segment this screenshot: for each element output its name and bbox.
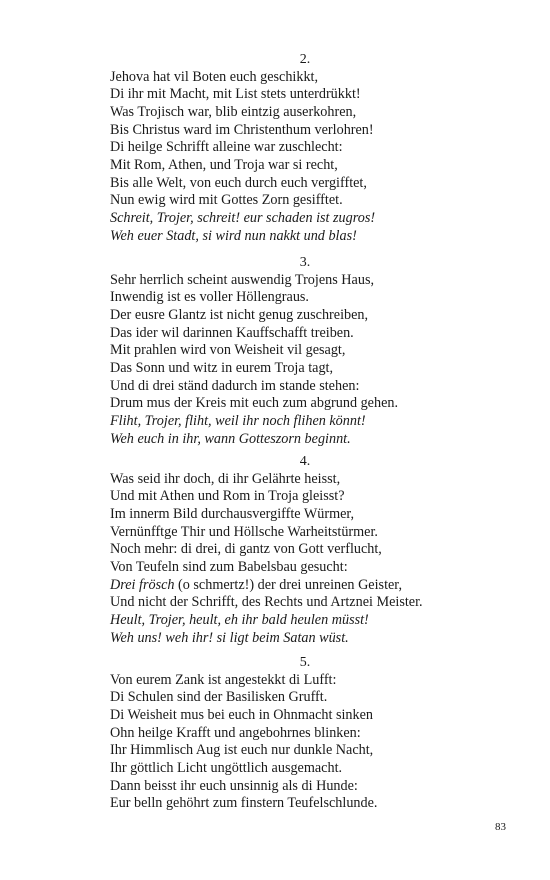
verse-line: Und nicht der Schrifft, des Rechts und Artznei Meister. xyxy=(110,594,423,611)
stanza-2 xyxy=(110,51,500,245)
verse-line: Di Schulen sind der Basilisken Grufft. xyxy=(110,689,328,706)
verse-line-rest: (o schmertz!) der drei unreinen Geister, xyxy=(174,576,403,593)
verse-line: Dann beisst ihr euch unsinnig als di Hunde: xyxy=(110,777,358,794)
verse-line: Das Sonn und witz in eurem Troja tagt, xyxy=(110,359,334,376)
verse-line: Bis Christus ward im Christenthum verlohren! xyxy=(110,121,374,138)
verse-line: Bis alle Welt, von euch durch euch vergifftet, xyxy=(110,174,367,191)
verse-line: Das ider wil darinnen Kauffschafft treiben. xyxy=(110,324,354,341)
verse-line: Im innerm Bild durchausvergiffte Würmer, xyxy=(110,505,355,522)
verse-line: Ohn heilge Krafft und angebohrnes blinken: xyxy=(110,724,361,741)
stanza-number: 2. xyxy=(299,52,311,67)
refrain-line: Weh euer Stadt, si wird nun nakkt und blas! xyxy=(110,227,357,244)
verse-line: Und mit Athen und Rom in Troja gleisst? xyxy=(110,488,345,505)
refrain-line: Schreit, Trojer, schreit! eur schaden ist zugros! xyxy=(110,210,376,226)
verse-line: Jehova hat vil Boten euch geschikkt, xyxy=(110,68,319,85)
verse-line: Ihr göttlich Licht ungöttlich ausgemacht. xyxy=(110,759,343,776)
verse-line: Eur belln gehöhrt zum finstern Teufelschlunde. xyxy=(110,795,378,812)
verse-line: Nun ewig wird mit Gottes Zorn gesifftet. xyxy=(110,192,343,209)
verse-line: Was seid ihr doch, di ihr Gelährte heisst, xyxy=(110,470,341,487)
verse-line: Ihr Himmlisch Aug ist euch nur dunkle Nacht, xyxy=(110,742,374,759)
stanza-number: 3. xyxy=(299,255,311,270)
verse-line: Noch mehr: di drei, di gantz von Gott verflucht, xyxy=(110,541,382,558)
verse-line: Di heilge Schrifft alleine war zuschlecht: xyxy=(110,139,343,156)
verse-line: Di ihr mit Macht, mit List stets unterdrükkt! xyxy=(110,86,361,103)
verse-line: Vernünfftge Thir und Höllsche Warheitstürmer. xyxy=(110,523,378,540)
verse-line xyxy=(110,577,500,595)
verse-line: Und di drei ständ dadurch im stande stehen: xyxy=(110,377,360,394)
page-number: 83 xyxy=(495,821,506,833)
stanza-3 xyxy=(110,254,500,448)
stanza-number: 4. xyxy=(299,454,311,469)
stanza-5 xyxy=(110,654,500,813)
verse-line: Drum mus der Kreis mit euch zum abgrund gehen. xyxy=(110,395,399,412)
refrain-line: Fliht, Trojer, fliht, weil ihr noch flihen könnt! xyxy=(110,413,366,429)
verse-line: Was Trojisch war, blib eintzig auserkohren, xyxy=(110,103,357,120)
verse-line: Mit Rom, Athen, und Troja war si recht, xyxy=(110,156,338,173)
italic-phrase: Drei frösch xyxy=(110,576,175,593)
refrain-line: Heult, Trojer, heult, eh ihr bald heulen müsst! xyxy=(110,612,369,628)
refrain-line: Weh euch in ihr, wann Gotteszorn beginnt. xyxy=(110,430,351,447)
verse-line: Mit prahlen wird von Weisheit vil gesagt, xyxy=(110,342,346,359)
refrain-line: Weh uns! weh ihr! si ligt beim Satan wüst. xyxy=(110,629,349,646)
verse-line: Di Weisheit mus bei euch in Ohnmacht sinken xyxy=(110,706,373,723)
verse-line: Von eurem Zank ist angestekkt di Lufft: xyxy=(110,671,337,688)
stanza-number: 5. xyxy=(299,655,311,670)
stanza-4 xyxy=(110,453,500,647)
verse-line: Inwendig ist es voller Höllengraus. xyxy=(110,289,309,306)
verse-line: Der eusre Glantz ist nicht genug zuschreiben, xyxy=(110,306,369,323)
verse-line: Sehr herrlich scheint auswendig Trojens Haus, xyxy=(110,271,375,288)
verse-line: Von Teufeln sind zum Babelsbau gesucht: xyxy=(110,558,348,575)
